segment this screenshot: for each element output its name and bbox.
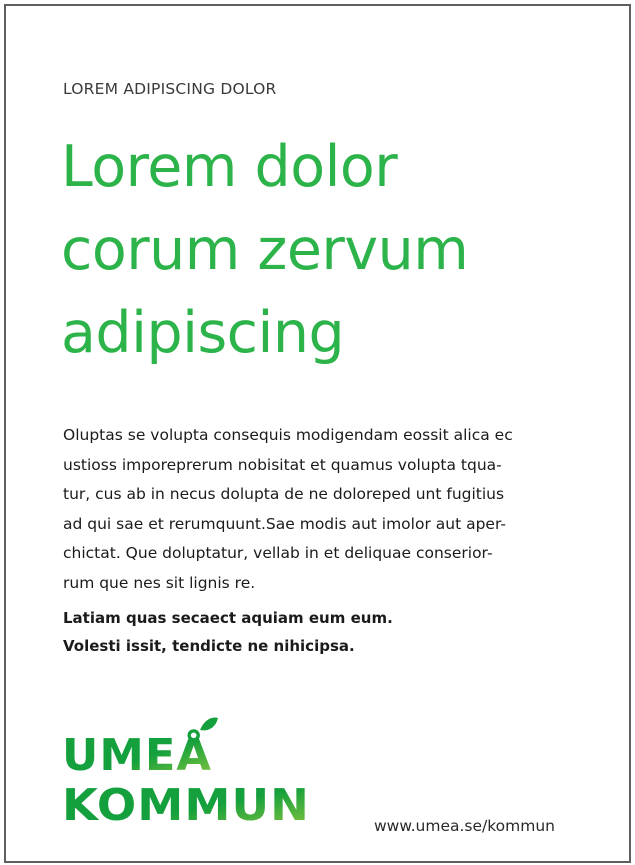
logo-line-2: KOMMUN bbox=[62, 780, 310, 824]
headline bbox=[61, 126, 601, 375]
body-line: Oluptas se volupta consequis modigendam eossit alica ec bbox=[63, 426, 513, 444]
body-line: ad qui sae et rerumquunt.Sae modis aut imolor aut aper- bbox=[63, 514, 506, 533]
leaf-icon bbox=[200, 718, 218, 731]
headline-line: corum zervum bbox=[61, 217, 469, 283]
bold-paragraph bbox=[63, 604, 583, 660]
body-line: chictat. Que doluptatur, vellab in et deliquae conserior- bbox=[63, 544, 493, 562]
bold-line: Latiam quas secaect aquiam eum eum. bbox=[63, 609, 393, 627]
body-line: rum que nes sit lignis re. bbox=[63, 573, 256, 592]
logo-line-1: UMEÅ bbox=[62, 730, 210, 781]
umea-kommun-logo bbox=[58, 712, 318, 824]
headline-line: adipiscing bbox=[61, 300, 345, 366]
headline-line: Lorem dolor bbox=[61, 134, 398, 200]
body-paragraph bbox=[63, 421, 573, 598]
body-line: ustioss imporeprerum nobisitat et quamus volupta tqua- bbox=[63, 455, 502, 474]
page bbox=[4, 4, 631, 863]
bold-line: Volesti issit, tendicte ne nihicipsa. bbox=[63, 637, 355, 655]
website-url: www.umea.se/kommun bbox=[374, 817, 556, 835]
kicker-text: LOREM ADIPISCING DOLOR bbox=[63, 80, 277, 98]
body-line: tur, cus ab in necus dolupta de ne doloreped unt fugitius bbox=[63, 485, 505, 503]
